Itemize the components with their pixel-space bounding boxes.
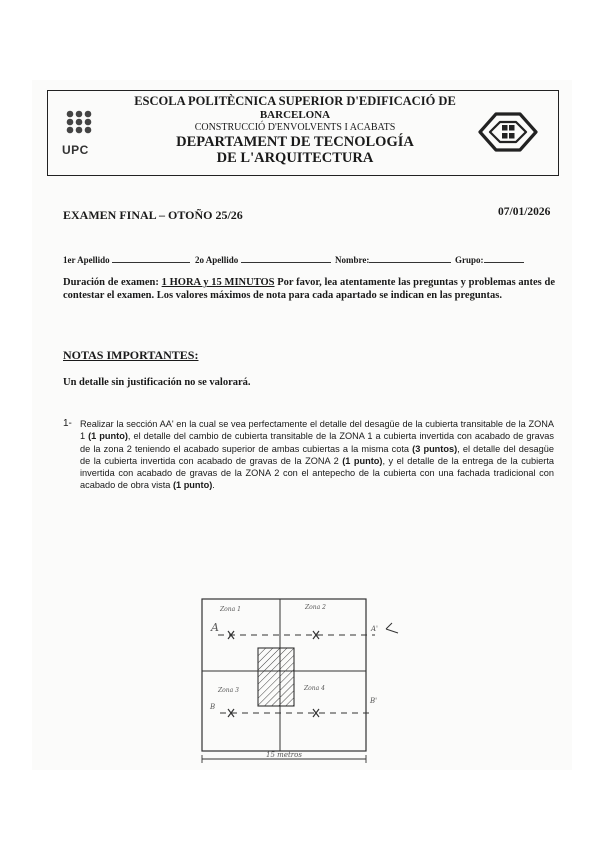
department-line2: DE L'ARQUITECTURA bbox=[216, 150, 374, 166]
department-line1: DEPARTAMENT DE TECNOLOGÍA bbox=[176, 134, 414, 150]
field-apellido1[interactable]: 1er Apellido bbox=[63, 254, 190, 265]
field-nombre[interactable]: Nombre: bbox=[335, 254, 451, 265]
dimension-label: 15 metros bbox=[266, 751, 302, 759]
zona2-label: Zona 2 bbox=[305, 604, 326, 611]
section-b-label: B bbox=[210, 703, 216, 711]
header-title-block bbox=[110, 94, 480, 166]
exam-title: EXAMEN FINAL – OTOÑO 25/26 bbox=[63, 208, 243, 222]
question-number: 1- bbox=[63, 418, 72, 429]
field-grupo[interactable]: Grupo: bbox=[455, 254, 524, 265]
school-name-line1: ESCOLA POLITÈCNICA SUPERIOR D'EDIFICACIÓ DE bbox=[134, 94, 456, 108]
duration-time: 1 HORA y 15 MINUTOS bbox=[161, 277, 275, 288]
duration-paragraph: Duración de examen: 1 HORA y 15 MINUTOS Por favor, lea atentamente las preguntas y problemas antes de contestar el examen. Los valores máximos de nota para cada apartado se indican en las preguntas. bbox=[63, 277, 556, 301]
notas-heading: NOTAS IMPORTANTES: bbox=[63, 348, 199, 362]
zona4-label: Zona 4 bbox=[304, 685, 325, 692]
upc-logo-text: UPC bbox=[62, 143, 89, 157]
zona3-label: Zona 3 bbox=[218, 687, 239, 694]
zona1-label: Zona 1 bbox=[220, 606, 241, 613]
section-a-label: A bbox=[211, 621, 219, 634]
exam-date: 07/01/2026 bbox=[498, 206, 551, 218]
field-apellido2[interactable]: 2o Apellido bbox=[195, 254, 331, 265]
arrow-icon bbox=[386, 623, 398, 633]
course-name: CONSTRUCCIÓ D'ENVOLVENTS I ACABATS bbox=[194, 122, 396, 133]
notas-detalle: Un detalle sin justificación no se valorará. bbox=[63, 377, 251, 388]
section-a-prime-label: A' bbox=[371, 625, 378, 633]
school-name-line2: BARCELONA bbox=[259, 109, 331, 121]
question-1-text: Realizar la sección AA' en la cual se vea perfectamente el detalle del desagüe de la cubierta transitable de la ZONA 1 (1 punto), el detalle del cambio de cubierta transitable de la ZONA 1 a cubierta invertida con acabado de gravas de la zona 2 teniendo el acabado superior de ambas cubiertas a la misma cota (3 puntos), el detalle del desagüe de la cubierta invertida con acabado de gravas de la ZONA 2 (1 punto), y el detalle de la entrega de la cubierta invertida con acabado de gravas de la ZONA 2 con el antepecho de la cubierta con una fachada tradicional con acabado de obra vista (1 punto). bbox=[80, 419, 554, 491]
department-logo-icon bbox=[476, 110, 540, 154]
section-b-prime-label: B' bbox=[370, 697, 378, 705]
hatched-core bbox=[258, 648, 294, 706]
roof-plan-diagram bbox=[180, 585, 410, 770]
